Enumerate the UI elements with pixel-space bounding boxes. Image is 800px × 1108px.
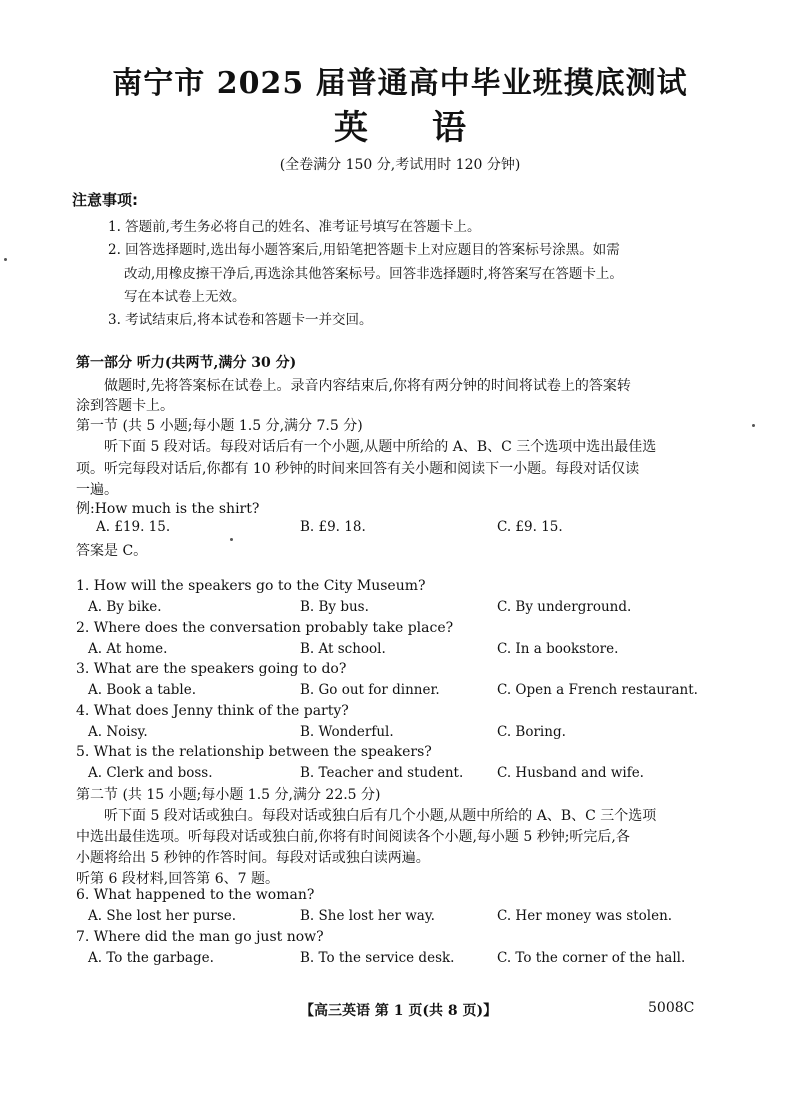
question-4: 4. What does Jenny think of the party? <box>76 703 349 719</box>
question-7-option-b: B. To the service desk. <box>300 950 455 966</box>
question-5-option-c: C. Husband and wife. <box>497 765 644 781</box>
question-3-option-b: B. Go out for dinner. <box>300 682 440 698</box>
page-footer: 【高三英语 第 1 页(共 8 页)】 <box>300 1003 498 1019</box>
example-answer: 答案是 C。 <box>76 543 148 559</box>
question-1: 1. How will the speakers go to the City Museum? <box>76 578 426 594</box>
question-1-option-a: A. By bike. <box>88 599 162 615</box>
section2-intro-a: 听下面 5 段对话或独白。每段对话或独白后有几个小题,从题中所给的 A、B、C 三个选项 <box>104 808 657 824</box>
notice-item-2c: 写在本试卷上无效。 <box>124 289 246 305</box>
question-1-option-c: C. By underground. <box>497 599 632 615</box>
question-5: 5. What is the relationship between the speakers? <box>76 744 432 760</box>
question-3-option-c: C. Open a French restaurant. <box>497 682 698 698</box>
question-2-option-b: B. At school. <box>300 641 386 657</box>
question-7-option-c: C. To the corner of the hall. <box>497 950 686 966</box>
section2-intro-b: 中选出最佳选项。听每段对话或独白前,你将有时间阅读各个小题,每小题 5 秒钟;听完后,各 <box>76 829 630 845</box>
question-4-option-a: A. Noisy. <box>88 724 148 740</box>
exam-meta: (全卷满分 150 分,考试用时 120 分钟) <box>279 157 521 173</box>
question-2-option-c: C. In a bookstore. <box>497 641 619 657</box>
notice-item-1: 1. 答题前,考生务必将自己的姓名、准考证号填写在答题卡上。 <box>108 219 481 235</box>
question-3-option-a: A. Book a table. <box>88 682 197 698</box>
section2-intro-c: 小题将给出 5 秒钟的作答时间。每段对话或独白读两遍。 <box>76 850 430 866</box>
notice-heading: 注意事项: <box>72 191 138 209</box>
question-4-option-c: C. Boring. <box>497 724 566 740</box>
notice-item-2b: 改动,用橡皮擦干净后,再选涂其他答案标号。回答非选择题时,将答案写在答题卡上。 <box>124 266 623 282</box>
section1-heading: 第一节 (共 5 小题;每小题 1.5 分,满分 7.5 分) <box>76 418 363 434</box>
question-6: 6. What happened to the woman? <box>76 887 315 903</box>
question-4-option-b: B. Wonderful. <box>300 724 394 740</box>
example-option-b: B. £9. 18. <box>300 519 366 535</box>
question-2: 2. Where does the conversation probably take place? <box>76 620 454 636</box>
notice-item-2a: 2. 回答选择题时,选出每小题答案后,用铅笔把答题卡上对应题目的答案标号涂黑。如需 <box>108 242 620 258</box>
question-6-option-a: A. She lost her purse. <box>88 908 237 924</box>
paper-code: 5008C <box>648 1000 695 1016</box>
scan-speck <box>4 258 7 261</box>
example-option-a: A. £19. 15. <box>96 519 171 535</box>
question-1-option-b: B. By bus. <box>300 599 369 615</box>
part1-intro-a: 做题时,先将答案标在试卷上。录音内容结束后,你将有两分钟的时间将试卷上的答案转 <box>104 378 631 394</box>
example-option-c: C. £9. 15. <box>497 519 563 535</box>
question-5-option-b: B. Teacher and student. <box>300 765 464 781</box>
scan-speck <box>230 538 233 541</box>
part1-heading: 第一部分 听力(共两节,满分 30 分) <box>76 355 297 371</box>
part1-intro-b: 涂到答题卡上。 <box>76 398 174 414</box>
scan-speck <box>752 424 755 427</box>
exam-title: 南宁市 2025 届普通高中毕业班摸底测试 <box>112 66 688 101</box>
question-7-option-a: A. To the garbage. <box>88 950 214 966</box>
question-6-option-b: B. She lost her way. <box>300 908 435 924</box>
question-5-option-a: A. Clerk and boss. <box>88 765 213 781</box>
question-6-option-c: C. Her money was stolen. <box>497 908 673 924</box>
question-7: 7. Where did the man go just now? <box>76 929 324 945</box>
section1-intro-a: 听下面 5 段对话。每段对话后有一个小题,从题中所给的 A、B、C 三个选项中选出最佳选 <box>104 439 657 455</box>
section2-heading: 第二节 (共 15 小题;每小题 1.5 分,满分 22.5 分) <box>76 787 381 803</box>
section1-intro-b: 项。听完每段对话后,你都有 10 秒钟的时间来回答有关小题和阅读下一小题。每段对话仅读 <box>76 461 640 477</box>
section1-intro-c: 一遍。 <box>76 482 118 498</box>
question-3: 3. What are the speakers going to do? <box>76 661 347 677</box>
subject-title: 英语 <box>334 108 530 148</box>
example-question: 例:How much is the shirt? <box>76 501 260 517</box>
question-2-option-a: A. At home. <box>88 641 168 657</box>
notice-item-3: 3. 考试结束后,将本试卷和答题卡一并交回。 <box>108 312 373 328</box>
material-6-label: 听第 6 段材料,回答第 6、7 题。 <box>76 871 279 887</box>
